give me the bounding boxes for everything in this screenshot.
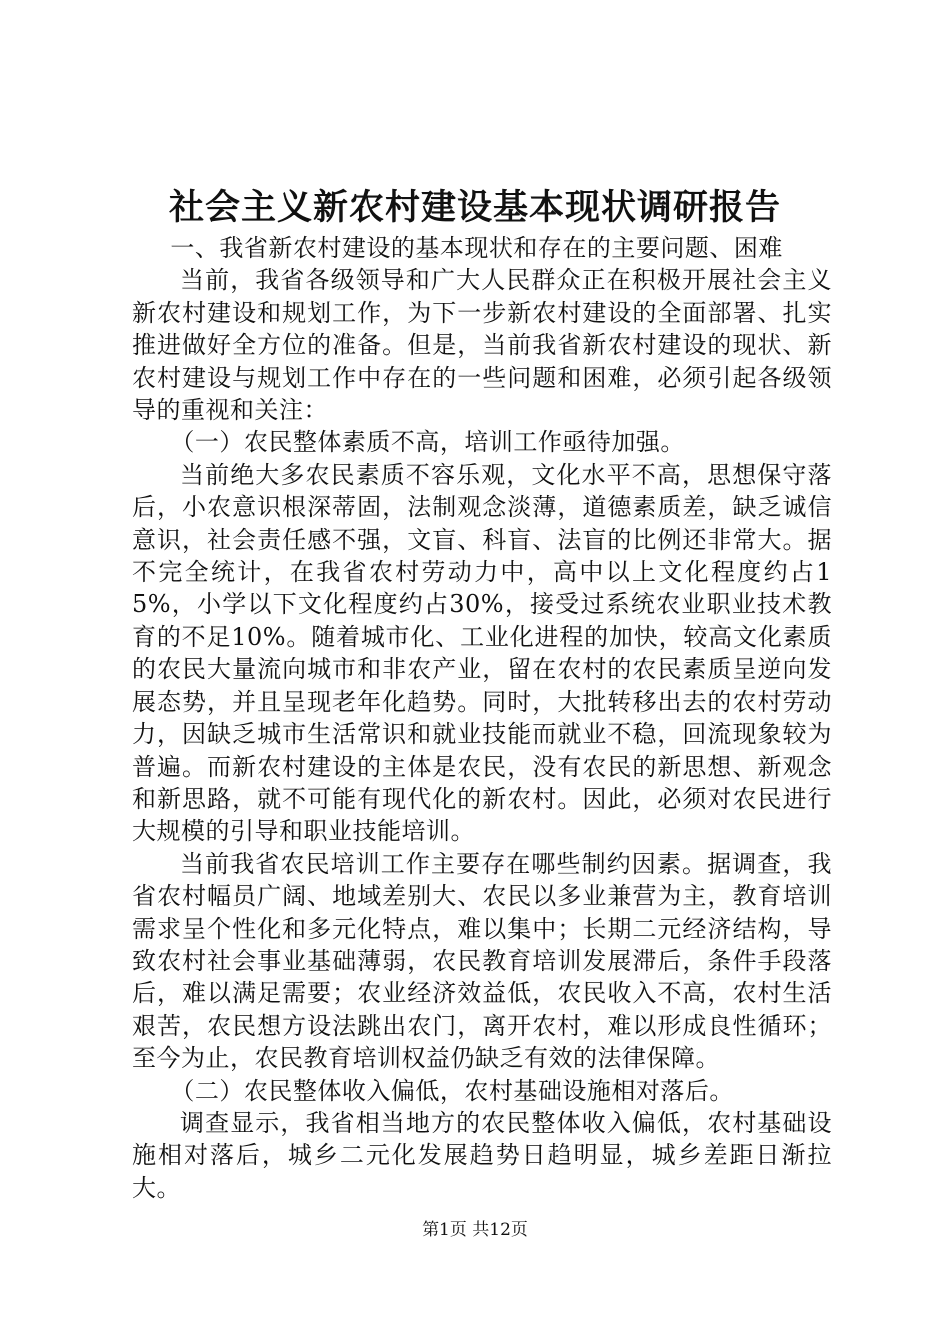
page-footer: 第1页 共12页 (422, 1220, 528, 1240)
subsection-heading: （一）农民整体素质不高，培训工作亟待加强。 (170, 428, 685, 457)
document-title: 社会主义新农村建设基本现状调研报告 (168, 187, 781, 228)
document-body (132, 232, 832, 1204)
paragraph: 当前，我省各级领导和广大人民群众正在积极开展社会主义新农村建设和规划工作，为下一步新农村建设的全面部署、扎实推进做好全方位的准备。但是，当前我省新农村建设的现状、新农村建设与规划工作中存在的一些问题和困难，必须引起各级领导的重视和关注： (132, 266, 832, 425)
paragraph: 当前我省农民培训工作主要存在哪些制约因素。据调查，我省农村幅员广阔、地域差别大、农民以多业兼营为主，教育培训需求呈个性化和多元化特点，难以集中；长期二元经济结构，导致农村社会事业基础薄弱，农民教育培训发展滞后，条件手段落后，难以满足需要；农业经济效益低，农民收入不高，农村生活艰苦，农民想方设法跳出农门，离开农村，难以形成良性循环；至今为止，农民教育培训权益仍缺乏有效的法律保障。 (132, 849, 832, 1073)
section-heading: 一、我省新农村建设的基本现状和存在的主要问题、困难 (170, 234, 783, 262)
paragraph: 当前绝大多农民素质不容乐观，文化水平不高，思想保守落后，小农意识根深蒂固，法制观念淡薄，道德素质差，缺乏诚信意识，社会责任感不强，文盲、科盲、法盲的比例还非常大。据不完全统计，在我省农村劳动力中，高中以上文化程度约占15%，小学以下文化程度约占30%，接受过系统农业职业技术教育的不足10%。随着城市化、工业化进程的加快，较高文化素质的农民大量流向城市和非农产业，留在农村的农民素质呈逆向发展态势，并且呈现老年化趋势。同时，大批转移出去的农村劳动力，因缺乏城市生活常识和就业技能而就业不稳，回流现象较为普遍。而新农村建设的主体是农民，没有农民的新思想、新观念和新思路，就不可能有现代化的新农村。因此，必须对农民进行大规模的引导和职业技能培训。 (132, 460, 832, 846)
paragraph: 调查显示，我省相当地方的农民整体收入偏低，农村基础设施相对落后，城乡二元化发展趋势日趋明显，城乡差距日渐拉大。 (132, 1108, 832, 1202)
subsection-heading: （二）农民整体收入偏低，农村基础设施相对落后。 (170, 1076, 734, 1105)
